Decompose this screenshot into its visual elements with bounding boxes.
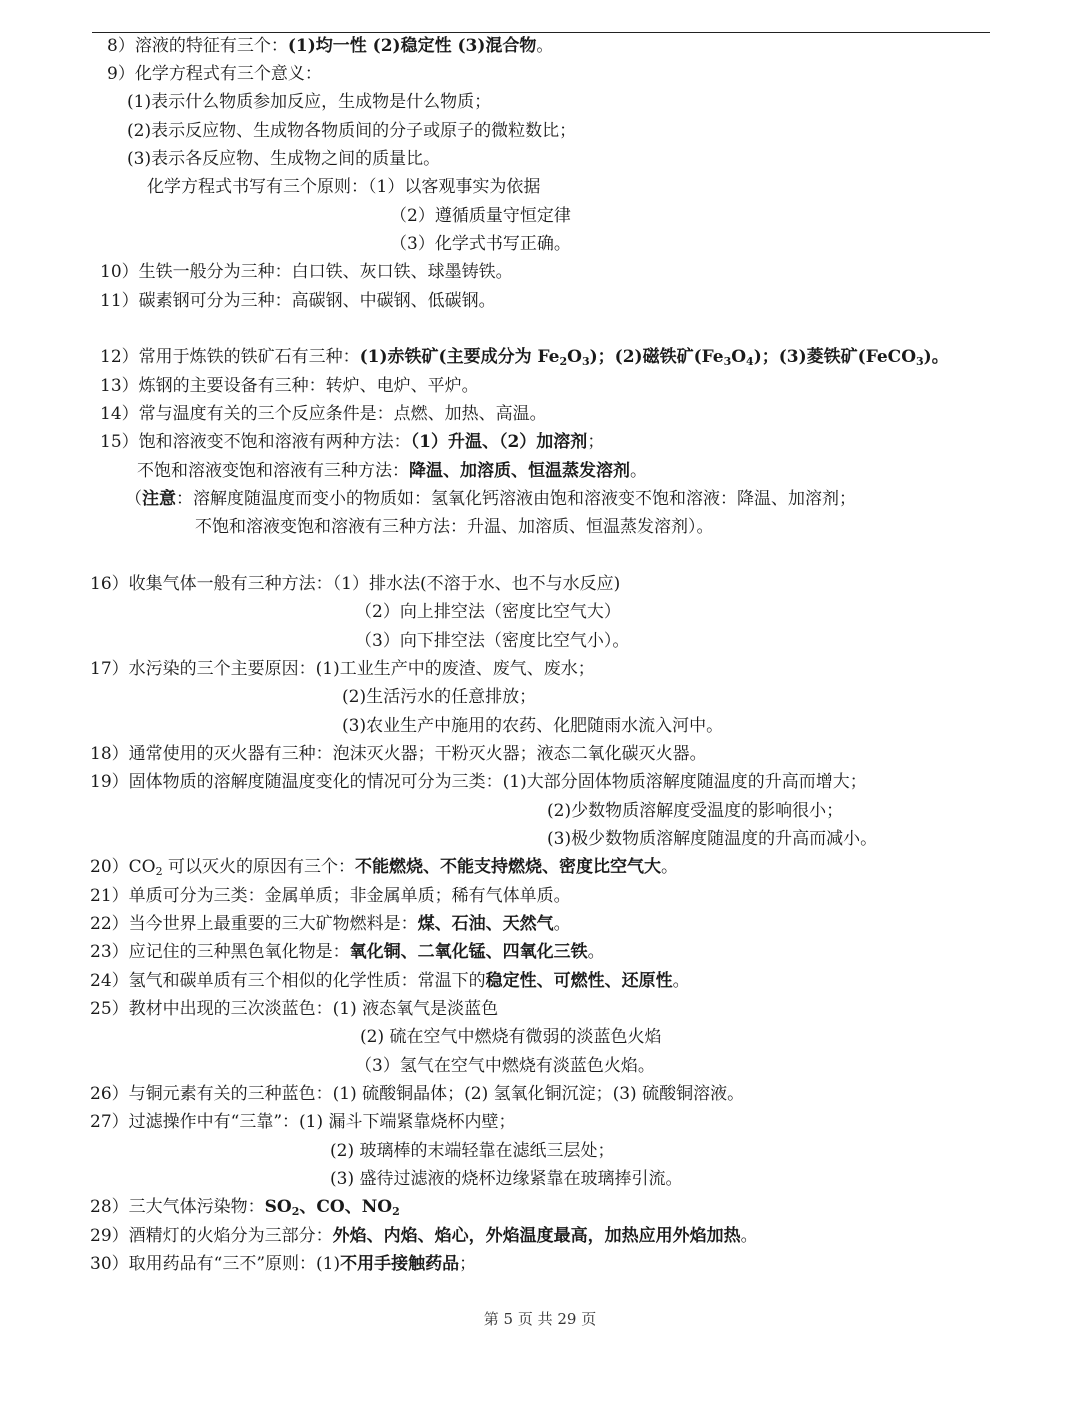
text-line: [127, 88, 491, 116]
text-run: 18）通常使用的灭火器有三种：泡沫灭火器；干粉灭火器；液态二氧化碳灭火器。: [90, 744, 707, 764]
text-run: 降温、加溶质、恒温蒸发溶剂: [409, 461, 630, 481]
text-run: 。: [587, 942, 605, 962]
text-line: [127, 145, 440, 173]
text-run: (2)少数物质溶解度受温度的影响很小；: [547, 801, 844, 821]
text-run: 。: [660, 857, 678, 877]
text-run: 20）CO: [90, 857, 156, 877]
text-run: 。: [553, 914, 571, 934]
text-run: (2)生活污水的任意排放；: [342, 687, 537, 707]
text-run: 不饱和溶液变饱和溶液有三种方法：: [137, 461, 409, 481]
text-run: 13）炼钢的主要设备有三种：转炉、电炉、平炉。: [100, 376, 479, 396]
text-line: [90, 1250, 476, 1278]
text-line: [100, 258, 513, 286]
text-run: 19）固体物质的溶解度随温度变化的情况可分为三类：(1)大部分固体物质溶解度随温度的升高而增大；: [90, 772, 867, 792]
text-run: O: [731, 347, 747, 367]
text-run: )；(2)磁铁矿(Fe: [589, 347, 724, 367]
text-run: )。: [923, 347, 949, 367]
text-line: [390, 230, 571, 258]
page-footer: 第 5 页 共 29 页: [483, 1310, 597, 1328]
subscript: 3: [916, 355, 924, 368]
subscript: 2: [155, 865, 163, 878]
subscript: 4: [746, 355, 754, 368]
text-run: (3)农业生产中施用的农药、化肥随雨水流入河中。: [342, 716, 724, 736]
text-run: 24）氢气和碳单质有三个相似的化学性质：常温下的: [90, 971, 486, 991]
text-run: 。: [740, 1226, 758, 1246]
text-line: [390, 202, 571, 230]
text-run: 25）教材中出现的三次淡蓝色：(1) 液态氧气是淡蓝色: [90, 999, 499, 1019]
text-line: [330, 1165, 682, 1193]
text-run: 。: [630, 461, 647, 481]
text-run: 氧化铜、二氧化锰、四氧化三铁: [349, 942, 588, 962]
subscript: 2: [559, 355, 568, 368]
text-run: 化学方程式书写有三个原则：（1）以客观事实为依据: [147, 177, 541, 197]
text-run: 17）水污染的三个主要原因：(1)工业生产中的废渣、废气、废水；: [90, 659, 595, 679]
text-line: [90, 740, 707, 768]
text-line: [100, 287, 496, 315]
text-line: [90, 853, 678, 881]
text-line: [127, 117, 576, 145]
text-run: (2) 硫在空气中燃烧有微弱的淡蓝色火焰: [360, 1027, 662, 1047]
text-line: [100, 372, 479, 400]
text-line: [360, 1023, 661, 1051]
text-line: [195, 513, 714, 541]
text-run: )；(3)菱铁矿(FeCO: [753, 347, 916, 367]
text-run: ；: [587, 432, 605, 452]
text-line: [355, 1052, 655, 1080]
text-run: 10）生铁一般分为三种：白口铁、灰口铁、球墨铸铁。: [100, 262, 513, 282]
text-line: [355, 627, 629, 655]
text-run: 11）碳素钢可分为三种：高碳钢、中碳钢、低碳钢。: [100, 291, 496, 311]
text-run: (1)表示什么物质参加反应，生成物是什么物质；: [127, 92, 492, 112]
text-line: [90, 910, 571, 938]
text-run: 12）常用于炼铁的铁矿石有三种：: [100, 347, 360, 367]
text-run: (2) 玻璃棒的末端轻靠在滤纸三层处；: [330, 1141, 615, 1161]
text-line: [90, 570, 620, 598]
text-run: (2)表示反应物、生成物各物质间的分子或原子的微粒数比；: [127, 121, 577, 141]
text-line: [90, 967, 690, 995]
text-run: 可以灭火的原因有三个：: [162, 857, 355, 877]
text-line: [107, 60, 322, 88]
text-run: （2）向上排空法（密度比空气大）: [355, 602, 621, 622]
subscript: 2: [291, 1205, 300, 1218]
text-line: [100, 400, 547, 428]
text-run: O: [567, 347, 582, 367]
text-run: 26）与铜元素有关的三种蓝色：(1) 硫酸铜晶体；(2) 氢氧化铜沉淀；(3) 硫酸铜溶液。: [90, 1084, 745, 1104]
text-run: 21）单质可分为三类：金属单质；非金属单质；稀有气体单质。: [90, 886, 571, 906]
subscript: 3: [723, 355, 732, 368]
subscript: 2: [392, 1205, 400, 1218]
text-run: (1)均一性 (2)稳定性 (3)混合物: [287, 36, 537, 56]
text-run: 、CO、NO: [299, 1197, 393, 1217]
text-run: ；: [459, 1254, 477, 1274]
text-line: [547, 825, 877, 853]
text-run: 27）过滤操作中有“三靠”：(1) 漏斗下端紧靠烧杯内壁；: [90, 1112, 516, 1132]
subscript: 3: [581, 355, 590, 368]
text-run: 28）三大气体污染物：: [90, 1197, 265, 1217]
text-run: (3)表示各反应物、生成物之间的质量比。: [127, 149, 441, 169]
text-line: [107, 32, 553, 60]
text-line: [90, 1193, 400, 1221]
text-line: [90, 995, 498, 1023]
text-run: 22）当今世界上最重要的三大矿物燃料是：: [90, 914, 418, 934]
text-run: 不用手接触药品: [340, 1254, 460, 1274]
text-run: (3)极少数物质溶解度随温度的升高而减小。: [547, 829, 878, 849]
text-run: (1)赤铁矿(主要成分为 Fe: [359, 347, 560, 367]
text-run: 23）应记住的三种黑色氧化物是：: [90, 942, 350, 962]
text-line: [90, 655, 595, 683]
text-run: 30）取用药品有“三不”原则：(1): [90, 1254, 341, 1274]
text-line: [90, 938, 605, 966]
text-line: [90, 1108, 516, 1136]
text-run: 煤、石油、天然气: [417, 914, 554, 934]
text-run: （2）遵循质量守恒定律: [390, 206, 571, 226]
text-run: 不饱和溶液变饱和溶液有三种方法：升温、加溶质、恒温蒸发溶剂）。: [195, 517, 714, 537]
text-run: （3）向下排空法（密度比空气小）。: [355, 631, 630, 651]
text-run: 29）酒精灯的火焰分为三部分：: [90, 1226, 333, 1246]
text-run: 16）收集气体一般有三种方法：（1）排水法(不溶于水、也不与水反应): [90, 574, 621, 594]
text-run: 15）饱和溶液变不饱和溶液有两种方法：: [100, 432, 411, 452]
text-line: [330, 1137, 614, 1165]
text-line: [547, 797, 843, 825]
text-line: [90, 882, 571, 910]
text-run: SO: [264, 1197, 292, 1217]
text-run: 外焰、内焰、焰心，外焰温度最高，加热应用外焰加热: [332, 1226, 741, 1246]
text-line: [100, 343, 949, 371]
text-line: [90, 1080, 744, 1108]
text-run: 14）常与温度有关的三个反应条件是：点燃、加热、高温。: [100, 404, 547, 424]
text-run: （3）化学式书写正确。: [390, 234, 571, 254]
text-line: [90, 1222, 758, 1250]
text-line: [355, 598, 621, 626]
text-line: [125, 485, 856, 513]
text-run: ：溶解度随温度而变小的物质如：氢氧化钙溶液由饱和溶液变不饱和溶液：降温、加溶剂；: [176, 489, 856, 509]
text-run: 8）溶液的特征有三个：: [107, 36, 288, 56]
text-line: [137, 457, 647, 485]
text-run: 。: [536, 36, 554, 56]
text-run: 稳定性、可燃性、还原性: [485, 971, 673, 991]
text-run: 不能燃烧、不能支持燃烧、密度比空气大: [354, 857, 661, 877]
text-run: 9）化学方程式有三个意义：: [107, 64, 322, 84]
text-line: [342, 712, 723, 740]
text-run: （1）升温、（2）加溶剂: [410, 432, 588, 452]
text-line: [147, 173, 540, 201]
text-run: 注意: [142, 489, 176, 509]
text-run: 。: [672, 971, 690, 991]
text-run: （: [125, 489, 142, 509]
text-line: [90, 768, 867, 796]
text-run: （3）氢气在空气中燃烧有淡蓝色火焰。: [355, 1056, 655, 1076]
text-line: [100, 428, 604, 456]
text-line: [342, 683, 536, 711]
text-run: (3) 盛待过滤液的烧杯边缘紧靠在玻璃捧引流。: [330, 1169, 683, 1189]
